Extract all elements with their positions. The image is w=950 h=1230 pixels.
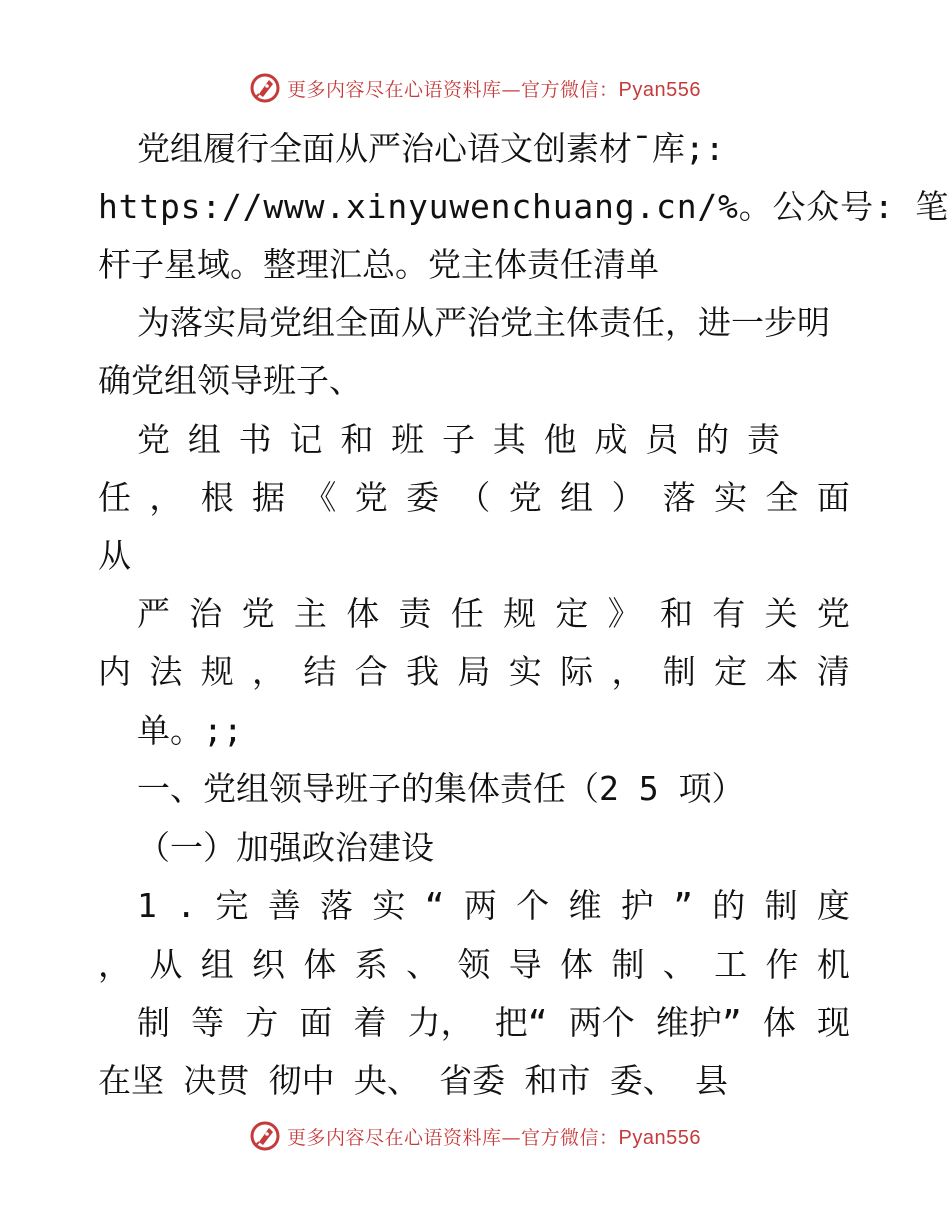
text-glyph: .: [176, 886, 197, 925]
text-glyph: 员: [645, 420, 679, 459]
text-glyph: 体: [303, 945, 337, 984]
pen-nib-logo-icon: [249, 72, 281, 104]
header-banner: [0, 72, 950, 112]
text-glyph: 彻中: [268, 1061, 335, 1100]
text-glyph: 的: [712, 886, 746, 925]
text-glyph: 落: [320, 886, 353, 925]
text-glyph: 》: [607, 594, 641, 633]
text-glyph: 委: [406, 478, 440, 517]
text-glyph: 在坚: [98, 1061, 164, 1100]
text-glyph: 任: [98, 478, 131, 517]
text-glyph: 决贯: [183, 1061, 250, 1100]
text-glyph: 有: [712, 594, 746, 633]
text-glyph: 组: [200, 945, 234, 984]
text-glyph: 全: [765, 478, 799, 517]
text-glyph: 党: [354, 478, 388, 517]
para3-line-3: 单。;;: [137, 711, 243, 750]
text-glyph: （: [457, 478, 491, 517]
text-glyph: 规: [200, 652, 234, 691]
text-glyph: 定: [714, 652, 748, 691]
text-glyph: 体: [762, 1003, 796, 1042]
text-glyph: 实: [508, 652, 542, 691]
text-glyph: 导: [508, 945, 542, 984]
text-glyph: 委、: [609, 1061, 676, 1100]
text-glyph: 完: [215, 886, 249, 925]
text-glyph: 央、: [353, 1061, 420, 1100]
text-glyph: 制: [662, 652, 696, 691]
text-glyph: 主: [293, 594, 327, 633]
footer-banner-text: 更多内容尽在心语资料库—官方微信：Pyan556: [287, 1126, 701, 1149]
text-glyph: 局: [457, 652, 491, 691]
text-glyph: 《: [303, 478, 337, 517]
text-glyph: 和: [659, 594, 693, 633]
footer-banner: [0, 1120, 950, 1160]
text-glyph: 治: [189, 594, 223, 633]
footer-wechat-id: Pyan556: [618, 1126, 701, 1149]
text-glyph: 制: [137, 1003, 170, 1042]
text-glyph: 书: [238, 420, 272, 459]
para2-line-1: [137, 420, 780, 460]
text-glyph: 面: [299, 1003, 333, 1042]
text-glyph: 定: [555, 594, 589, 633]
text-glyph: 党: [508, 478, 542, 517]
para2-line-3: 从: [98, 536, 131, 575]
text-glyph: 、: [662, 945, 696, 984]
text-glyph: 内: [98, 652, 131, 691]
title-line-2: https://www.xinyuwenchuang.cn/%。公众号: 笔: [98, 187, 950, 226]
text-glyph: 制: [611, 945, 645, 984]
text-glyph: 责: [746, 420, 780, 459]
text-glyph: 组: [187, 420, 221, 459]
text-glyph: 着: [353, 1003, 387, 1042]
title-line-1: 党组履行全面从严治心语文创素材¯库;:: [137, 129, 725, 168]
text-glyph: 领: [457, 945, 491, 984]
text-glyph: 任: [450, 594, 484, 633]
pen-nib-logo-icon: [249, 1120, 281, 1152]
text-glyph: 方: [245, 1003, 279, 1042]
section-heading-1: 一、党组领导班子的集体责任（2 5 项）: [137, 769, 745, 808]
text-glyph: 护: [620, 886, 654, 925]
title-line-3: 杆子星域。整理汇总。党主体责任清单: [98, 245, 659, 284]
item1-line-2: [98, 945, 850, 985]
text-glyph: ，: [98, 945, 131, 984]
text-glyph: 机: [816, 945, 850, 984]
text-glyph: 成: [594, 420, 628, 459]
text-glyph: 合: [354, 652, 388, 691]
para1-line-1: 为落实局党组全面从严治党主体责任，进一步明: [137, 303, 830, 342]
text-glyph: 两个: [568, 1003, 635, 1042]
text-glyph: 规: [503, 594, 537, 633]
text-glyph: 根: [200, 478, 234, 517]
text-glyph: 、: [406, 945, 440, 984]
para1-line-2: 确党组领导班子、: [98, 361, 362, 400]
text-glyph: 力，: [407, 1003, 474, 1042]
text-glyph: 和: [340, 420, 374, 459]
item1-line-3: [137, 1003, 850, 1043]
text-glyph: 县: [694, 1061, 728, 1100]
text-glyph: 体: [560, 945, 594, 984]
text-glyph: 和市: [524, 1061, 591, 1100]
para3-line-2: [98, 652, 850, 692]
text-glyph: 作: [765, 945, 799, 984]
text-glyph: 制: [764, 886, 798, 925]
para2-line-2: [98, 478, 850, 518]
text-glyph: 结: [303, 652, 337, 691]
text-glyph: 工: [714, 945, 748, 984]
text-glyph: 关: [764, 594, 798, 633]
text-glyph: ”: [673, 886, 693, 925]
text-glyph: ，: [149, 478, 183, 517]
text-glyph: 维: [568, 886, 602, 925]
text-glyph: 据: [252, 478, 286, 517]
text-glyph: 织: [252, 945, 286, 984]
text-glyph: 其: [492, 420, 526, 459]
text-glyph: 等: [191, 1003, 225, 1042]
item1-line-4: [98, 1061, 728, 1101]
text-glyph: “: [424, 886, 445, 925]
text-glyph: 清: [816, 652, 850, 691]
text-glyph: 子: [441, 420, 475, 459]
text-glyph: 从: [149, 945, 183, 984]
subsection-heading-1: （一）加强政治建设: [137, 828, 434, 867]
text-glyph: 1: [137, 886, 157, 925]
text-glyph: ，: [611, 652, 645, 691]
header-banner-text: 更多内容尽在心语资料库—官方微信：Pyan556: [287, 78, 701, 101]
text-glyph: 两: [463, 886, 497, 925]
text-glyph: 责: [398, 594, 432, 633]
item1-line-1: [137, 886, 850, 926]
text-glyph: 体: [346, 594, 380, 633]
text-glyph: 法: [149, 652, 183, 691]
text-glyph: 班: [391, 420, 425, 459]
text-glyph: 际: [560, 652, 594, 691]
text-glyph: ）: [611, 478, 645, 517]
text-glyph: 度: [816, 886, 850, 925]
text-glyph: 善: [267, 886, 301, 925]
text-glyph: 系: [354, 945, 388, 984]
text-glyph: 组: [560, 478, 594, 517]
text-glyph: 记: [289, 420, 323, 459]
text-glyph: 我: [406, 652, 440, 691]
text-glyph: ，: [252, 652, 286, 691]
text-glyph: 面: [816, 478, 850, 517]
text-glyph: 落: [662, 478, 696, 517]
text-glyph: 党: [137, 420, 170, 459]
para3-line-1: [137, 594, 850, 634]
text-glyph: 实: [714, 478, 748, 517]
header-wechat-id: Pyan556: [618, 78, 701, 101]
text-glyph: 维护”: [655, 1003, 742, 1042]
text-glyph: 省委: [439, 1061, 506, 1100]
text-glyph: 严: [137, 594, 170, 633]
text-glyph: 实: [372, 886, 406, 925]
text-glyph: 把“: [494, 1003, 548, 1042]
text-glyph: 个: [516, 886, 550, 925]
text-glyph: 他: [543, 420, 577, 459]
text-glyph: 本: [765, 652, 799, 691]
text-glyph: 现: [817, 1003, 850, 1042]
text-glyph: 的: [696, 420, 730, 459]
text-glyph: 党: [241, 594, 275, 633]
text-glyph: 党: [816, 594, 850, 633]
